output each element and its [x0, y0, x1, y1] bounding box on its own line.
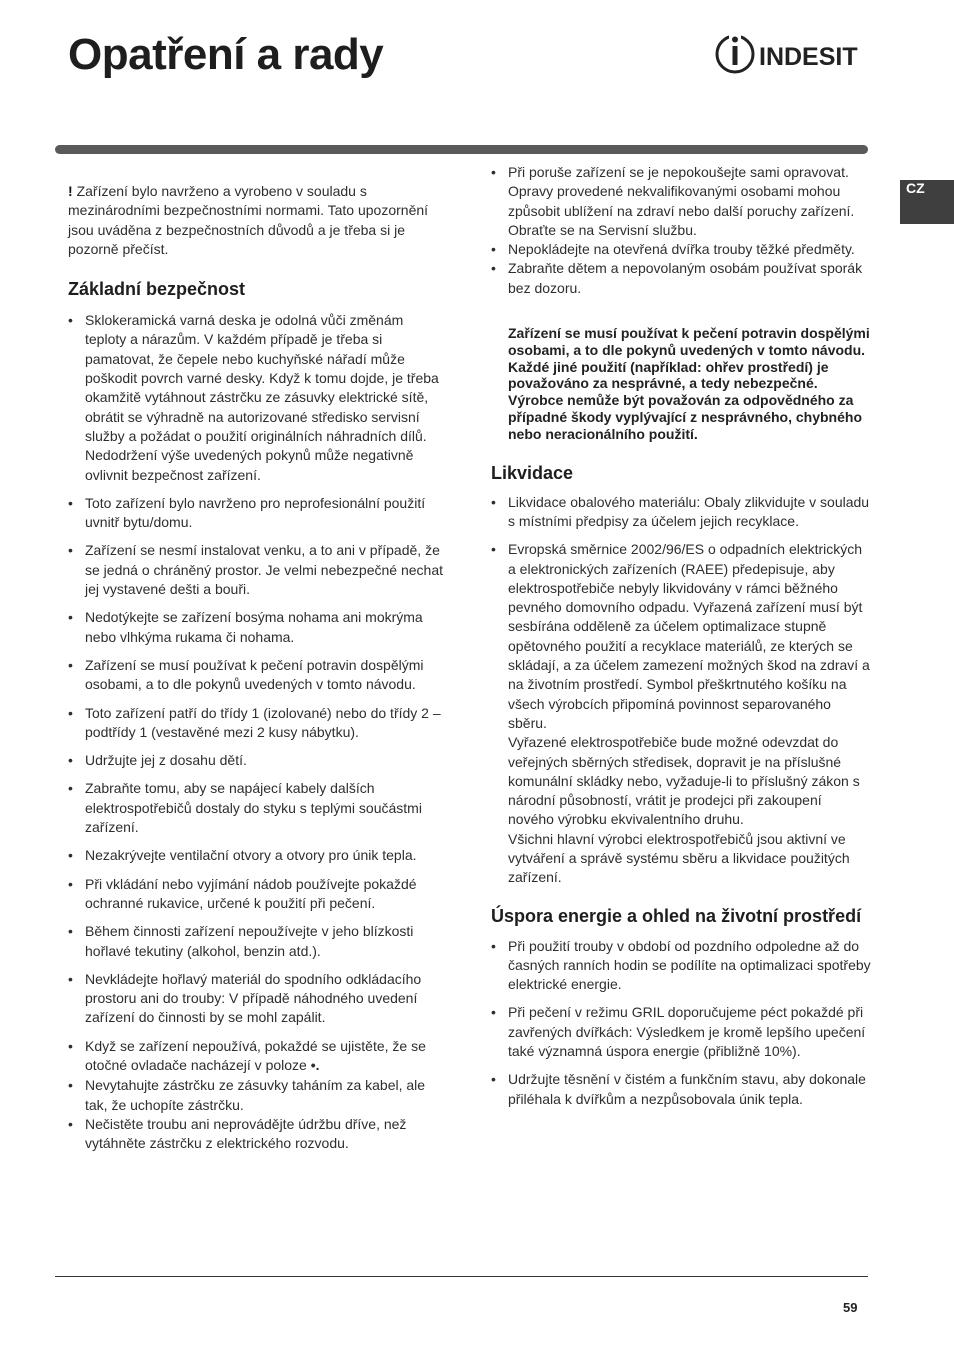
page-number: 59 [843, 1300, 858, 1315]
language-tab [900, 180, 954, 224]
list-item: • Udržujte jej z dosahu dětí. [68, 751, 448, 770]
page-title: Opatření a rady [68, 30, 384, 79]
left-column [68, 182, 448, 1153]
right-column [491, 163, 871, 1109]
brand-name: INDESIT [759, 43, 858, 71]
list-item: • Udržujte těsnění v čistém a funkčním stavu, aby dokonale přiléhala k dvířkům a nezpůsobovala únik tepla. [491, 1070, 871, 1109]
safety-continued-list [491, 163, 871, 298]
list-item: • Zařízení se nesmí instalovat venku, a to ani v případě, že se jedná o chráněný prostor. Je velmi nebezpečné nechat jej vystavené dešti a bouři. [68, 541, 448, 599]
language-tab-label: CZ [906, 180, 925, 196]
list-item: • Během činnosti zařízení nepoužívejte v jeho blízkosti hořlavé tekutiny (alkohol, benzin atd.). [68, 922, 448, 961]
list-item: • Toto zařízení bylo navrženo pro neprofesionální použití uvnitř bytu/domu. [68, 494, 448, 533]
list-item: • Zařízení se musí používat k pečení potravin dospělými osobami, a to dle pokynů uvedených v tomto návodu. [68, 656, 448, 695]
list-item-text: Když se zařízení nepoužívá, pokaždé se ujistěte, že se otočné ovladače nacházejí v poloze [85, 1037, 426, 1073]
list-item: • Toto zařízení patří do třídy 1 (izolované) nebo do třídy 2 – podtřídy 1 (vestavěné mezi 2 kusy nábytku). [68, 704, 448, 743]
list-item: • Nevytahujte zástrčku ze zásuvky taháním za kabel, ale tak, že uchopíte zástrčku. [68, 1076, 448, 1115]
list-item: • Zabraňte tomu, aby se napájecí kabely dalších elektrospotřebičů dostaly do styku s teplými součástmi zařízení. [68, 779, 448, 837]
header-divider [55, 145, 868, 154]
directive-text: • Evropská směrnice 2002/96/ES o odpadních elektrických a elektronických zařízeních (RAEE) předepisuje, aby elektrospotřebiče nebyly likvidovány v rámci běžného pevného domovního odpadu. Vyřazená zařízení musí být sesbírána odděleně za účelem optimalizace stupně opětovného použití a recyklace materiálů, ze kterých se skládají, a za účelem zamezení možných škod na zdraví a na životním prostředí. Symbol přeškrtnutého košíku na všech výrobcích připomíná povinnost separovaného sběru. [508, 541, 870, 731]
warning-mark: ! [68, 183, 73, 199]
footer-divider [55, 1276, 868, 1277]
collection-text: Vyřazené elektrospotřebiče bude možné odevzdat do veřejných sběrných středisek, dopravit je na příslušné komunální skládky nebo, vyžaduje-li to příslušný zákon s národní působností, vrátit je prodejci při zakoupení nového výrobku ekvivalentního druhu. [508, 734, 860, 828]
section-heading-energy: Úspora energie a ohled na životní prostředí [491, 905, 862, 926]
brand-logo [714, 32, 874, 76]
disposal-list [491, 493, 871, 888]
list-item: • Sklokeramická varná deska je odolná vůči změnám teploty a nárazům. V každém případě je třeba si pamatovat, že čepele nebo kuchyňské nářadí může poškodit povrch varné desky. Když k tomu dojde, je třeba okamžitě vytáhnout zástrčku ze zásuvky elektrické sítě, obrátit se výhradně na autorizované středisko servisní služby a požádat o použití originálních náhradních dílů. Nedodržení výše uvedených pokynů může negativně ovlivnit bezpečnost zařízení. [68, 311, 448, 485]
list-item: • Likvidace obalového materiálu: Obaly zlikvidujte v souladu s místními předpisy za účelem jejich recyklace. [491, 493, 871, 532]
intro-text: Zařízení bylo navrženo a vyrobeno v souladu s mezinárodními bezpečnostními normami. Tato upozornění jsou uváděna z bezpečnostních důvodů a je třeba si je pozorně přečíst. [68, 183, 429, 257]
usage-warning-note: Zařízení se musí používat k pečení potravin dospělými osobami, a to dle pokynů uvedených v tomto návodu. Každé jiné použití (například: ohřev prostředí) je považováno za nesprávné, a tedy nebezpečné. Výrobce nemůže být považován za odpovědného za případné škody vyplývající z nesprávného, chybného nebo neracionálního použití. [508, 325, 870, 442]
list-item: • Nezakrývejte ventilační otvory a otvory pro únik tepla. [68, 846, 448, 865]
list-item: • Zabraňte dětem a nepovolaným osobám používat sporák bez dozoru. [491, 259, 871, 298]
safety-list [68, 311, 448, 1153]
knob-off-symbol: •. [310, 1056, 320, 1073]
manufacturers-text: Všichni hlavní výrobci elektrospotřebičů jsou aktivní ve vytváření a správě systému sběru a likvidace použitých zařízení. [508, 830, 850, 886]
section-heading-safety: Základní bezpečnost [68, 279, 246, 300]
list-item-knob-position [68, 1037, 448, 1076]
list-item: • Nedotýkejte se zařízení bosýma nohama ani mokrýma nebo vlhkýma rukama či nohama. [68, 608, 448, 647]
list-item: • Při vkládání nebo vyjímání nádob používejte pokaždé ochranné rukavice, určené k použití při pečení. [68, 875, 448, 914]
energy-list [491, 937, 871, 1109]
section-heading-disposal: Likvidace [491, 462, 574, 483]
list-item: • Nepokládejte na otevřená dvířka trouby těžké předměty. [491, 240, 871, 259]
list-item: • Při poruše zařízení se je nepokoušejte sami opravovat. Opravy provedené nekvalifikovanými osobami mohou způsobit ublížení na zdraví nebo další poruchy zařízení. Obraťte se na Servisní službu. [491, 163, 871, 240]
list-item: • Nečistěte troubu ani neprovádějte údržbu dříve, než vytáhněte zástrčku z elektrického rozvodu. [68, 1115, 448, 1154]
list-item: • Při použití trouby v období od pozdního odpoledne až do časných ranních hodin se podílíte na optimalizaci spotřeby elektrické energie. [491, 937, 871, 995]
intro-paragraph [68, 182, 448, 259]
list-item: • Při pečení v režimu GRIL doporučujeme péct pokaždé při zavřených dvířkách: Výsledkem je kromě lepšího upečení také významná úspora energie (přibližně 10%). [491, 1003, 871, 1061]
list-item [491, 540, 871, 887]
list-item: • Nevkládejte hořlavý materiál do spodního odkládacího prostoru ani do trouby: V případě náhodného uvedení zařízení do činnosti by se mohl zapálit. [68, 970, 448, 1028]
